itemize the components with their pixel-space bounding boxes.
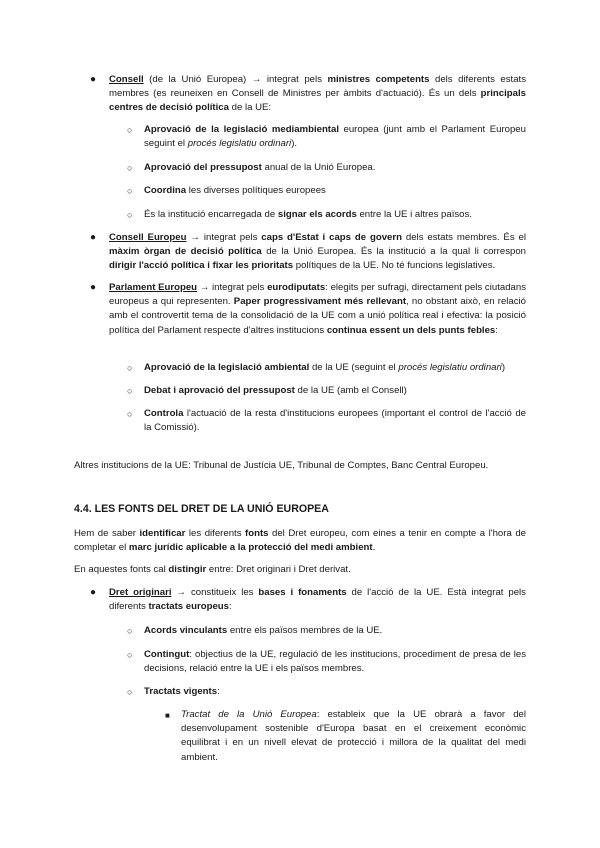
text: de la UE (seguint el (309, 362, 399, 373)
text: dels estats membres. És el (401, 232, 526, 243)
text: , no obstant això, en relació amb el controvertit tema de la consolidació de la UE com a unió política real i efectiva: la posició política del Parlament respecte d'altres institucions (109, 296, 527, 336)
square-bullet-icon: ■ (165, 711, 170, 720)
text: entre: Dret originari i Dret derivat. (206, 564, 351, 575)
text: Hem de saber (74, 528, 140, 539)
sub-bullet-icon: ○ (127, 687, 133, 697)
bold-text: Acords vinculants (144, 625, 228, 636)
text: polítiques de la UE. No té funcions legislatives. (293, 260, 496, 272)
paragraph-parlament (109, 281, 526, 338)
bullet-icon: ● (90, 74, 97, 85)
sub-bullet-icon: ○ (127, 650, 133, 660)
parlament-item-3 (144, 407, 526, 435)
tractat-ue (181, 708, 526, 765)
text: : elegits per sufragi, directament pels ciutadans europeus a qui representen. (109, 282, 526, 308)
dret-item-2 (144, 648, 526, 676)
text: les diverses polítiques europees (186, 185, 326, 196)
text: les diferents (185, 528, 246, 539)
text: de la UE: (228, 102, 272, 114)
text: europea (junt amb el Parlament Europeu seguint el (144, 124, 526, 150)
text: anual de la Unió Europea. (261, 162, 376, 173)
bold-text: bases i fonaments (258, 587, 347, 598)
text: → constitueix les (171, 587, 259, 598)
italic-text: Tractat de la Unió Europea (181, 709, 317, 720)
text: (de la Unió Europea) → integrat pels (143, 74, 328, 85)
italic-text: procés legislatiu ordinari (398, 362, 502, 373)
bold-text: eurodiputats (267, 282, 326, 293)
bullet-icon: ● (90, 232, 97, 243)
text: del Dret europeu, com eines a tenir en compte a l'hora de completar el (74, 528, 526, 554)
text: de l'acció de la UE. Està integrat pels diferents (109, 587, 526, 613)
bold-text: dirigir l'acció política i fixar les prioritats (109, 260, 294, 272)
consell-item-2 (144, 161, 526, 175)
text: ). (291, 138, 298, 150)
sub-bullet-icon: ○ (127, 626, 133, 636)
text: ) (501, 362, 506, 373)
text: → integrat pels (197, 282, 268, 293)
sub-bullet-icon: ○ (127, 409, 133, 419)
bold-text: signar els acords (277, 209, 357, 220)
consell-item-3 (144, 184, 526, 198)
bullet-icon: ● (90, 282, 97, 293)
text: : (217, 686, 220, 697)
text: : objectius de la UE, regulació de les institucions, procediment de presa de les decisions, relació entre la UE i els països membres. (144, 649, 526, 675)
text: entre els països membres de la UE. (227, 625, 383, 636)
text: : (495, 324, 498, 336)
text: de la UE (amb el Consell) (294, 385, 407, 396)
bold-text: identificar (139, 528, 186, 539)
intro-paragraph (74, 527, 526, 555)
sub-bullet-icon: ○ (127, 125, 133, 135)
bold-text: Contingut (144, 649, 190, 660)
text: És la institució encarregada de (144, 209, 278, 220)
text: l'actuació de la resta d'institucions europees (important el control de l'acció de la Comissió). (144, 408, 526, 434)
paragraph-consell-europeu (109, 231, 526, 274)
sub-bullet-icon: ○ (127, 186, 133, 196)
term-dret-originari: Dret originari (109, 587, 172, 598)
dret-item-3 (144, 685, 526, 699)
altres-institucions: Altres institucions de la UE: Tribunal de Justícia UE, Tribunal de Comptes, Banc Central Europeu. (74, 460, 489, 471)
text: → integrat pels (186, 232, 262, 243)
fonts-paragraph (74, 563, 526, 577)
paragraph-consell (109, 73, 526, 116)
bold-text: màxim òrgan de decisió política (109, 246, 262, 258)
sub-bullet-icon: ○ (127, 210, 133, 220)
text: dels diferents estats membres (es reuneixen en Consell de Ministres per àmbits d'actuació). És un dels (109, 74, 526, 100)
parlament-item-2 (144, 384, 526, 398)
bold-text: Debat i aprovació del pressupost (144, 385, 295, 396)
bold-text: Tractats vigents (144, 686, 218, 697)
bold-text: Aprovació de la legislació ambiental (144, 362, 310, 373)
bold-text: Controla (144, 408, 184, 419)
bold-text: tractats europeus (148, 601, 229, 613)
text: . (372, 542, 376, 554)
bold-text: continua essent un dels punts febles (326, 324, 496, 336)
text: de la Unió Europea. És la institució a la qual li correspon (261, 246, 526, 258)
bold-text: Aprovació de la legislació mediambiental (144, 124, 339, 135)
text: entre la UE i altres països. (356, 209, 472, 220)
sub-bullet-icon: ○ (127, 363, 133, 373)
bold-text: Coordina (144, 185, 187, 196)
bold-text: Paper progressivament més rellevant (233, 296, 407, 308)
term-consell: Consell (109, 74, 144, 85)
bold-text: ministres competents (327, 74, 430, 85)
section-title: 4.4. LES FONTS DEL DRET DE LA UNIÓ EUROPEA (74, 503, 329, 515)
paragraph-dret-originari (109, 586, 526, 614)
italic-text: procés legislatiu ordinari (187, 138, 292, 150)
bold-text: marc jurídic aplicable a la protecció del medi ambient (128, 542, 373, 554)
bold-text: principals centres de decisió política (109, 88, 526, 114)
text: En aquestes fonts cal (74, 564, 169, 575)
sub-bullet-icon: ○ (127, 163, 133, 173)
bold-text: Aprovació del pressupost (144, 162, 262, 173)
term-parlament: Parlament Europeu (109, 282, 198, 293)
sub-bullet-icon: ○ (127, 386, 133, 396)
text: : estableix que la UE obrarà a favor del desenvolupament sostenible d'Europa basat en el creixement econòmic equilibrat i en un nivell elevat de protecció i millora de la qualitat del medi ambient. (181, 709, 526, 763)
consell-item-4 (144, 208, 526, 222)
dret-item-1 (144, 624, 526, 638)
bold-text: fonts (245, 528, 269, 539)
bold-text: caps d'Estat i caps de govern (261, 232, 402, 243)
term-consell-europeu: Consell Europeu (109, 232, 187, 243)
text: : (228, 601, 232, 613)
parlament-item-1 (144, 361, 526, 375)
bold-text: distingir (168, 564, 207, 575)
consell-item-1 (144, 123, 526, 151)
bullet-icon: ● (90, 587, 97, 598)
